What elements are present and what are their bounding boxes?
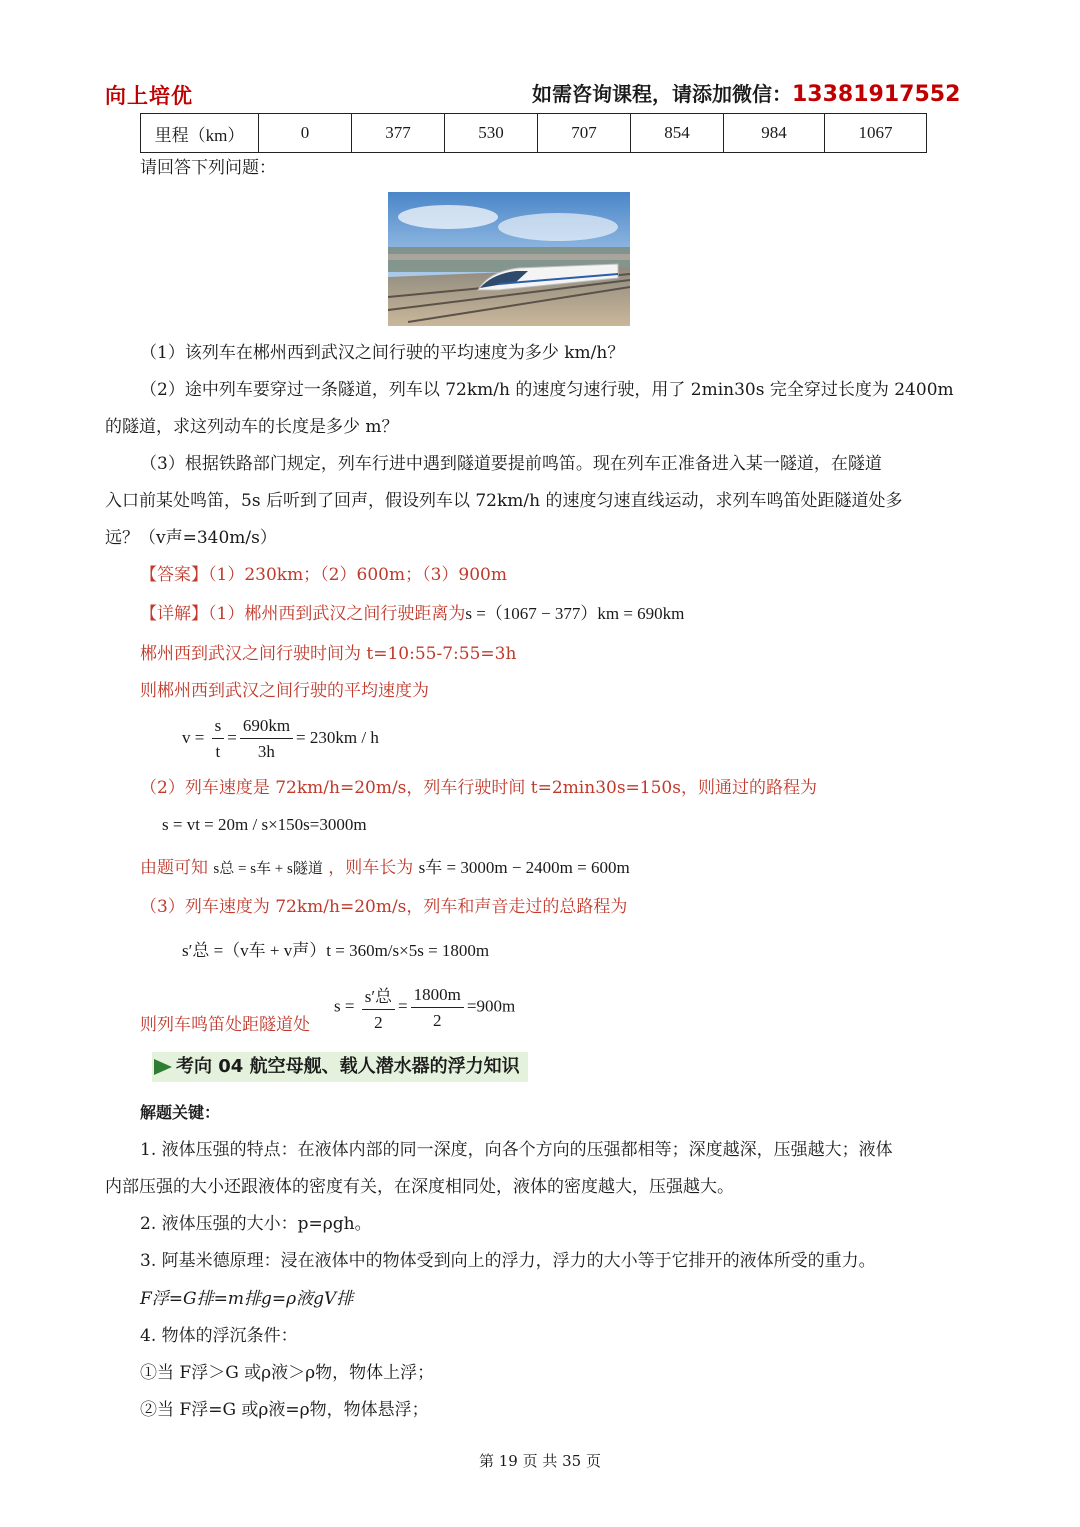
fraction-690-over-3 xyxy=(240,716,293,762)
question-2-line-1: （2）途中列车要穿过一条隧道，列车以 72km/h 的速度匀速行驶，用了 2min30s 完全穿过长度为 2400m xyxy=(140,380,954,400)
answer-line xyxy=(140,565,507,585)
detail-line-2: 郴州西到武汉之间行驶时间为 t=10:55-7:55=3h xyxy=(140,644,517,664)
detail-l5-pre: 由题可知 xyxy=(140,858,208,878)
formula-lhs: s = xyxy=(334,996,355,1016)
formula-lhs: v = xyxy=(182,727,205,747)
key-2: 2. 液体压强的大小：p=ρgh。 xyxy=(140,1214,372,1234)
formula-total-path: s′总 =（v车 + v声）t = 360m/s×5s = 1800m xyxy=(182,941,490,960)
triangle-marker-icon xyxy=(154,1059,172,1075)
formula-average-speed: v = $\frac{s}{t}$ = $\frac{690km}{3h}$ = 230km / h xyxy=(182,716,379,761)
detail-line-6: （3）列车速度为 72km/h=20m/s，列车和声音走过的总路程为 xyxy=(140,897,628,917)
key-3: 3. 阿基米德原理：浸在液体中的物体受到向上的浮力，浮力的大小等于它排开的液体所受的重力。 xyxy=(140,1251,876,1271)
table-cell: 984 xyxy=(724,114,825,153)
key-1-line-1: 1. 液体压强的特点：在液体内部的同一深度，向各个方向的压强都相等；深度越深，压强越大；液体 xyxy=(140,1140,893,1160)
train-photo-illustration xyxy=(388,192,630,326)
fraction-numerator: s xyxy=(212,716,225,739)
table-cell: 707 xyxy=(538,114,631,153)
fraction-numerator: s′总 xyxy=(362,982,395,1010)
contact-info xyxy=(532,78,960,107)
detail-line-3: 则郴州西到武汉之间行驶的平均速度为 xyxy=(140,681,429,701)
train-photo xyxy=(388,192,630,326)
table-cell: 530 xyxy=(445,114,538,153)
prompt-text: 请回答下列问题： xyxy=(140,158,276,178)
detail-l1-formula: s =（1067 − 377）km = 690km xyxy=(465,604,685,623)
formula-distance: s = vt = 20m / s×150s=3000m xyxy=(162,815,367,834)
brand-name: 向上培优 xyxy=(105,84,193,108)
question-1: （1）该列车在郴州西到武汉之间行驶的平均速度为多少 km/h？ xyxy=(140,343,625,363)
page-number: 第 19 页 共 35 页 xyxy=(478,1452,601,1470)
contact-prefix: 如需咨询课程，请添加微信： xyxy=(532,82,792,106)
detail-l1-text: （1）郴州西到武汉之间行驶距离为 xyxy=(208,604,466,624)
detail-l5-mid: ，则车长为 xyxy=(328,858,414,878)
formula-whistle-distance: s = $\frac{\text{s′总}}{2}$ = $\frac{1800m}{2}$ =900m xyxy=(334,982,515,1033)
question-3-line-2: 入口前某处鸣笛，5s 后听到了回声，假设列车以 72km/h 的速度匀速直线运动，求列车鸣笛处距隧道处多 xyxy=(105,491,903,511)
table-cell: 854 xyxy=(631,114,724,153)
key-4-condition-2: ②当 F浮=G 或ρ液=ρ物，物体悬浮； xyxy=(140,1400,429,1420)
table-cell: 377 xyxy=(352,114,445,153)
table-header-cell: 里程（km） xyxy=(141,114,259,153)
section-heading xyxy=(152,1052,528,1082)
question-3-line-1: （3）根据铁路部门规定，列车行进中遇到隧道要提前鸣笛。现在列车正准备进入某一隧道，在隧道 xyxy=(140,454,882,474)
fraction-s-over-t xyxy=(212,716,225,762)
detail-line-7: 则列车鸣笛处距隧道处 xyxy=(140,1015,310,1035)
fraction-1800-over-2 xyxy=(411,985,464,1031)
key-4-condition-1: ①当 F浮＞G 或ρ液＞ρ物，物体上浮； xyxy=(140,1363,435,1383)
formula-rhs: =900m xyxy=(466,996,516,1016)
question-2-line-2: 的隧道，求这列动车的长度是多少 m？ xyxy=(105,417,399,437)
table-cell: 0 xyxy=(259,114,352,153)
answer-text: （1）230km；（2）600m；（3）900m xyxy=(208,565,507,585)
detail-l5-eq: s总 = s车 + s隧道 xyxy=(213,861,323,877)
question-3-line-3: 远？（v声=340m/s） xyxy=(105,528,277,548)
detail-line-5 xyxy=(140,858,630,879)
fraction-denominator: 2 xyxy=(374,1013,383,1032)
detail-l5-formula: s车 = 3000m − 2400m = 600m xyxy=(418,858,630,877)
detail-tag: 【详解】 xyxy=(140,604,208,624)
answer-tag: 【答案】 xyxy=(140,565,208,585)
fraction-s-total-over-2 xyxy=(362,982,395,1033)
detail-line-1 xyxy=(140,604,684,624)
contact-phone: 13381917552 xyxy=(792,82,961,107)
table-cell: 1067 xyxy=(825,114,927,153)
key-3-formula: F浮=G排=m排g=ρ液gV排 xyxy=(140,1289,354,1309)
keys-heading: 解题关键： xyxy=(140,1103,221,1122)
fraction-denominator: t xyxy=(215,742,221,761)
fraction-denominator: 2 xyxy=(433,1010,442,1030)
mileage-table xyxy=(140,113,927,153)
table-row xyxy=(141,114,927,153)
section-title: 考向 04 航空母舰、载人潜水器的浮力知识 xyxy=(176,1056,520,1077)
fraction-numerator: 1800m xyxy=(411,985,464,1008)
fraction-denominator: 3h xyxy=(257,742,275,761)
detail-line-4: （2）列车速度是 72km/h=20m/s，列车行驶时间 t=2min30s=150s，则通过的路程为 xyxy=(140,778,817,798)
key-4: 4. 物体的浮沉条件： xyxy=(140,1326,298,1346)
fraction-numerator: 690km xyxy=(240,716,293,739)
key-1-line-2: 内部压强的大小还跟液体的密度有关，在深度相同处，液体的密度越大，压强越大。 xyxy=(105,1177,734,1197)
formula-rhs: = 230km / h xyxy=(296,727,379,747)
